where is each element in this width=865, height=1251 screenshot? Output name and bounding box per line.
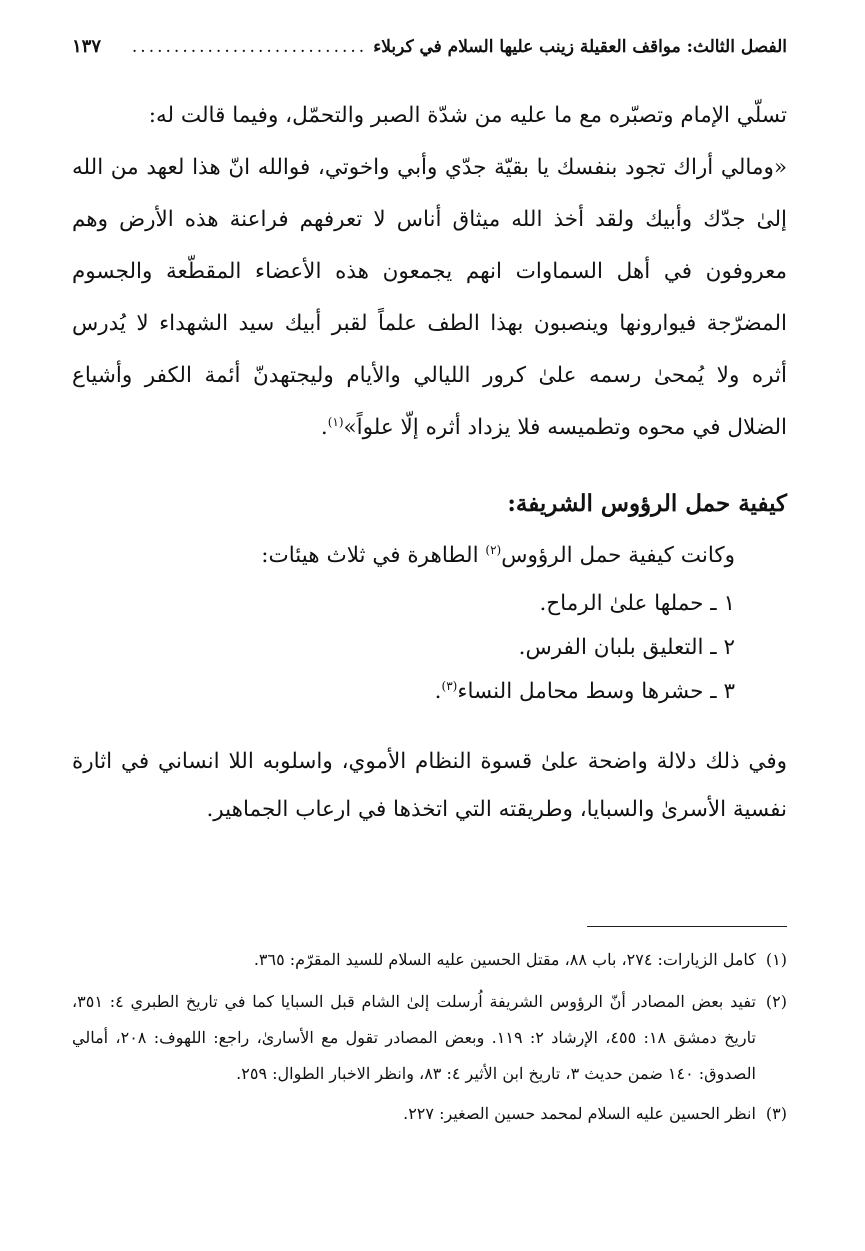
quote-text: «ومالي أراك تجود بنفسك يا بقيّة جدّي وأبي واخوتي، فوالله انّ هذا لعهد من الله إلىٰ جدّك وأبيك ولقد أخذ الله ميثاق أناس لا تعرفهم فراعنة هذه الأرض وهم معروفون في أهل السماوات انهم يجمعون هذه الأعضاء المقطّعة والجسوم المضرّجة فيوارونها وينصبون بهذا الطف علماً لقبر أبيك سيد الشهداء لا يُدرس أثره ولا يُمحىٰ رسمه علىٰ كرور الليالي والأيام وليجتهدنّ أئمة الكفر وأشياع الضلال في محوه وتطميسه فلا يزداد أثره إلّا علواً»	[72, 155, 787, 440]
list-intro-text-end: الطاهرة في ثلاث هيئات:	[261, 543, 486, 568]
footnote-number: (٣)	[765, 1104, 787, 1123]
footnote-number: (٢)	[765, 992, 787, 1011]
footnote	[72, 942, 787, 978]
list-item-text: ١ ـ حملها علىٰ الرماح.	[539, 591, 735, 616]
page-number: ١٣٧	[72, 36, 102, 57]
list-intro-text: وكانت كيفية حمل الرؤوس	[501, 543, 735, 568]
footnote-ref-3: (٣)	[441, 678, 458, 693]
footnote-ref-2: (٢)	[485, 542, 502, 557]
footnote-ref-1: (١)	[327, 414, 344, 429]
list-item-text: ٢ ـ التعليق بلبان الفرس.	[518, 635, 735, 660]
quote-paragraph: «ومالي أراك تجود بنفسك يا بقيّة جدّي وأبي واخوتي، فوالله انّ هذا لعهد من الله إلىٰ جدّك وأبيك ولقد أخذ الله ميثاق أناس لا تعرفهم فراعنة هذه الأرض وهم معروفون في أهل السماوات انهم يجمعون هذه الأعضاء المقطّعة والجسوم المضرّجة فيوارونها وينصبون بهذا الطف علماً لقبر أبيك سيد الشهداء لا يُدرس أثره ولا يُمحىٰ رسمه علىٰ كرور الليالي والأيام وليجتهدنّ أئمة الكفر وأشياع الضلال في محوه وتطميسه فلا يزداد أثره إلّا علواً»$^{(١)}$.	[72, 155, 787, 440]
list-intro	[72, 532, 735, 580]
footnote-divider	[587, 926, 787, 927]
footnotes	[72, 942, 787, 1132]
footnote-text: كامل الزيارات: ٢٧٤، باب ٨٨، مقتل الحسين عليه السلام للسيد المقرّم: ٣٦٥.	[253, 950, 756, 969]
paragraph-intro: تسلّي الإمام وتصبّره مع ما عليه من شدّة الصبر والتحمّل، وفيما قالت له:	[148, 103, 787, 128]
paragraph-conclusion: وفي ذلك دلالة واضحة علىٰ قسوة النظام الأموي، واسلوبه اللا انساني في اثارة نفسية الأسرىٰ والسبايا، وطريقته التي اتخذها في ارعاب الجماهير.	[72, 749, 787, 822]
footnote-text: انظر الحسين عليه السلام لمحمد حسين الصغير: ٢٢٧.	[403, 1104, 756, 1123]
list-item	[72, 582, 735, 626]
list-item	[72, 670, 735, 714]
list-item-text: ٣ ـ حشرها وسط محامل النساء	[457, 679, 735, 704]
list-item-suffix: .	[434, 679, 442, 704]
footnote-text: تفيد بعض المصادر أنّ الرؤوس الشريفة اُرسلت إلىٰ الشام قبل السبايا كما في تاريخ الطبري ٤: ٣٥١، تاريخ دمشق ١٨: ٤٥٥، الإرشاد ٢: ١١٩. وبعض المصادر تقول مع الأسارىٰ، راجع: اللهوف: ٢٠٨، أمالي الصدوق: ١٤٠ ضمن حديث ٣، تاريخ ابن الأثير ٤: ٨٣، وانظر الاخبار الطوال: ٢٥٩.	[72, 992, 756, 1083]
footnote-number: (١)	[765, 950, 787, 969]
list-item	[72, 626, 735, 670]
numbered-list	[72, 582, 735, 714]
header-leader-dots: ............................	[131, 37, 368, 57]
footnote	[72, 1096, 787, 1132]
running-header	[72, 36, 787, 57]
chapter-title: الفصل الثالث: مواقف العقيلة زينب عليها السلام في كربلاء	[373, 37, 787, 57]
section-heading: كيفية حمل الرؤوس الشريفة:	[507, 490, 787, 517]
footnote	[72, 984, 787, 1092]
